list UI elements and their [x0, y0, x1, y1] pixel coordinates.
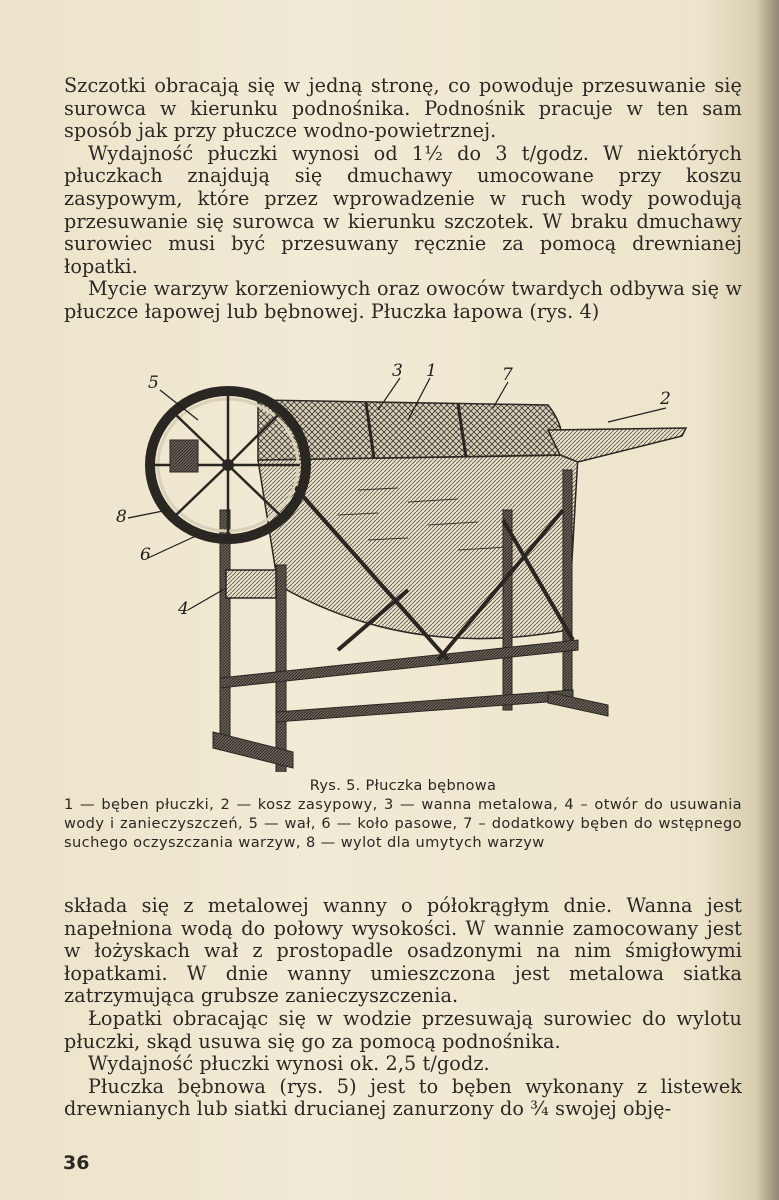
illustration-svg [108, 360, 708, 772]
figure-caption [64, 776, 742, 852]
hopper-shape [548, 428, 686, 462]
figure-label: 6 [140, 545, 151, 565]
body-text-bottom [64, 895, 742, 1121]
page-number: 36 [63, 1152, 90, 1174]
figure-label: 7 [502, 365, 513, 385]
paragraph: Płuczka bębnowa (rys. 5) jest to bęben wykonany z listewek drewnianych lub siatki drucianej zanurzony do ¾ swojej obję- [64, 1074, 742, 1121]
paragraph: Wydajność płuczki wynosi ok. 2,5 t/godz. [88, 1052, 490, 1076]
caption-title: Rys. 5. Płuczka bębnowa [309, 777, 497, 794]
drum-washer-illustration [108, 360, 708, 772]
body-text-top [64, 75, 742, 324]
pulley-wheel [150, 391, 306, 539]
paragraph: Łopatki obracając się w wodzie przesuwają surowiec do wylotu płuczki, skąd usuwa się go za pomocą podnośnika. [64, 1006, 742, 1053]
figure-label: 4 [178, 599, 189, 619]
figure-label: 2 [660, 389, 671, 409]
caption-legend: 1 — bęben płuczki, 2 — kosz zasypowy, 3 — wanna metalowa, 4 – otwór do usuwania wody i zanieczyszczeń, 5 — wał, 6 — koło pasowe, 7 – dodatkowy bęben do wstępnego suchego oczyszczania warzyw, 8 — wylot dla umytych warzyw [64, 796, 742, 851]
figure-label: 3 [392, 361, 403, 381]
paragraph: Mycie warzyw korzeniowych oraz owoców twardych odbywa się w płuczce łapowej lub bębnowej. Płuczka łapowa (rys. 4) [64, 277, 742, 323]
paragraph: składa się z metalowej wanny o półokrągłym dnie. Wanna jest napełniona wodą do połowy wysokości. W wannie zamocowany jest w łożyskach wał z prostopadle osadzonymi na nim śmigłowymi łopatkami. W dnie wanny umieszczona jest metalowa siatka zatrzymująca grubsze zanieczyszczenia. [64, 894, 742, 1008]
figure-label: 1 [426, 361, 437, 381]
figure-label: 5 [148, 373, 159, 393]
paragraph: Wydajność płuczki wynosi od 1½ do 3 t/godz. W niektórych płuczkach znajdują się dmuchawy umocowane przy koszu zasypowym, które przez wprowadzenie w ruch wody powodują przesuwanie się surowca w kierunku szczotek. W braku dmuchawy surowiec musi być przesuwany ręcznie za pomocą drewnianej łopatki. [64, 141, 742, 278]
paragraph: Szczotki obracają się w jedną stronę, co powoduje przesuwanie się surowca w kierunku podnośnika. Podnośnik pracuje w ten sam sposób jak przy płuczce wodno-powietrznej. [64, 74, 742, 143]
figure-label: 8 [116, 507, 127, 527]
outlet-box [226, 570, 276, 598]
